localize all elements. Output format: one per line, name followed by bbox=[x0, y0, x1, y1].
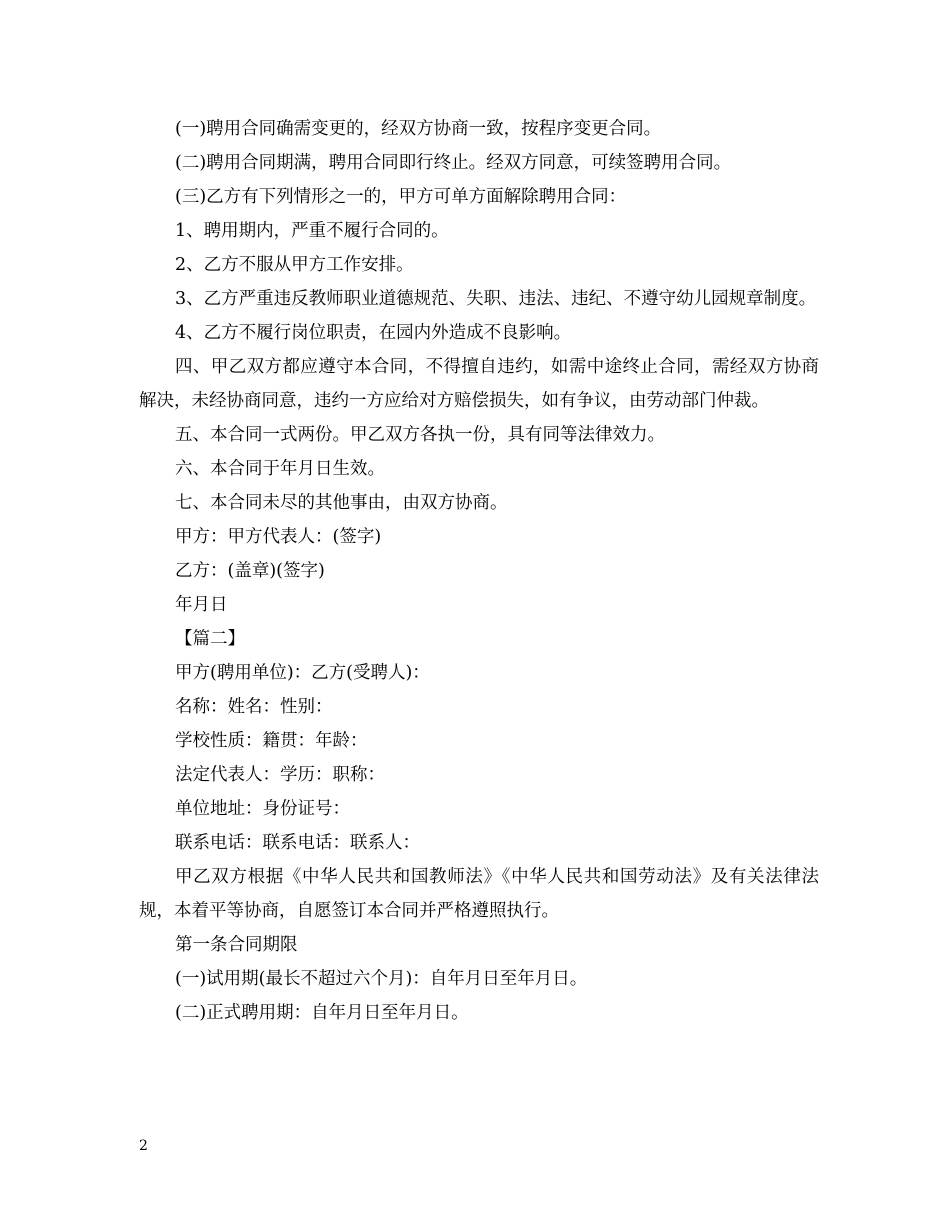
document-body bbox=[139, 112, 819, 1030]
paragraph-1: (一)聘用合同确需变更的，经双方协商一致，按程序变更合同。 bbox=[175, 119, 662, 139]
page-number: 2 bbox=[139, 1138, 148, 1154]
paragraph-9: 五、本合同一式两份。甲乙双方各执一份，具有同等法律效力。 bbox=[175, 425, 665, 445]
paragraph-16: 甲方(聘用单位)：乙方(受聘人)： bbox=[175, 663, 430, 683]
paragraph-2: (二)聘用合同期满，聘用合同即行终止。经双方同意，可续签聘用合同。 bbox=[175, 153, 732, 173]
article-heading: 第一条合同期限 bbox=[175, 935, 298, 955]
section-heading: 【篇二】 bbox=[175, 629, 245, 649]
paragraph-10: 六、本合同于年月日生效。 bbox=[175, 459, 385, 479]
paragraph-22: 甲乙双方根据《中华人民共和国教师法》《中华人民共和国劳动法》及有关法律法规，本着平等协商，自愿签订本合同并严格遵照执行。 bbox=[139, 867, 819, 921]
paragraph-25: (二)正式聘用期：自年月日至年月日。 bbox=[175, 1003, 469, 1023]
paragraph-19: 法定代表人：学历：职称： bbox=[175, 765, 385, 785]
paragraph-21: 联系电话：联系电话：联系人： bbox=[175, 833, 420, 853]
paragraph-17: 名称：姓名：性别： bbox=[175, 697, 333, 717]
paragraph-20: 单位地址：身份证号： bbox=[175, 799, 350, 819]
paragraph-8: 四、甲乙双方都应遵守本合同，不得擅自违约，如需中途终止合同，需经双方协商解决，未经协商同意，违约一方应给对方赔偿损失，如有争议，由劳动部门仲裁。 bbox=[139, 357, 819, 411]
paragraph-3: (三)乙方有下列情形之一的，甲方可单方面解除聘用合同： bbox=[175, 187, 627, 207]
paragraph-5: 2、乙方不服从甲方工作安排。 bbox=[175, 255, 414, 275]
paragraph-11: 七、本合同未尽的其他事由，由双方协商。 bbox=[175, 493, 508, 513]
paragraph-13: 乙方：(盖章)(签字) bbox=[175, 561, 325, 581]
paragraph-7: 4、乙方不履行岗位职责，在园内外造成不良影响。 bbox=[175, 323, 572, 343]
paragraph-4: 1、聘用期内，严重不履行合同的。 bbox=[175, 221, 449, 241]
paragraph-12: 甲方：甲方代表人：(签字) bbox=[175, 527, 382, 547]
paragraph-14: 年月日 bbox=[175, 595, 228, 615]
paragraph-18: 学校性质：籍贯：年龄： bbox=[175, 731, 368, 751]
paragraph-24: (一)试用期(最长不超过六个月)：自年月日至年月日。 bbox=[175, 969, 588, 989]
paragraph-6: 3、乙方严重违反教师职业道德规范、失职、违法、违纪、不遵守幼儿园规章制度。 bbox=[175, 289, 817, 309]
